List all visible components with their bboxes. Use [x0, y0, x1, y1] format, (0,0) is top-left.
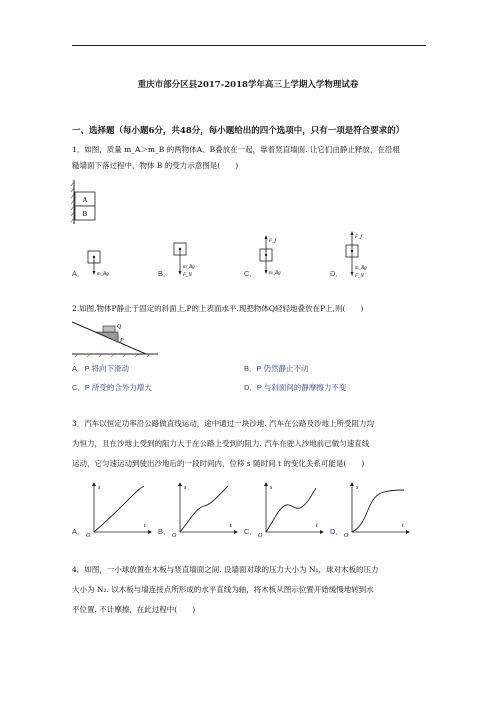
fn-label: F_N [355, 274, 364, 279]
q2-option-c: C．P 所受的合外力增大 [72, 383, 152, 392]
section-heading: 一、选择题（每小题6分，共48分，每小题给出的四个选项中，只有一项是符合要求的） [72, 126, 405, 136]
axis-s-label: s [270, 485, 273, 491]
axis-t-label: t [230, 523, 232, 529]
mbg-label: m_Bg [97, 272, 109, 277]
q3-option-a-label: A． [72, 527, 85, 536]
block-b-label: B [82, 210, 88, 218]
ff-label: F_f [355, 235, 362, 240]
q3-option-c-label: C． [244, 527, 257, 536]
q1-option-b-label: B． [158, 269, 171, 278]
q4-stem-line3: 平位置. 不计摩擦，在此过程中( ) [72, 605, 196, 614]
q4-stem-line1: 4．如图，一小球放置在木板与竖直墙面之间. 设墙面对球的压力大小为 N₁，球对木板的压力 [72, 565, 379, 574]
q1-option-b-diagram [170, 240, 210, 282]
q2-option-a: A．P 将向下滑动 [72, 364, 129, 373]
mbg-label: m_Bg [183, 265, 195, 270]
ff-label: F_f [269, 239, 276, 244]
q3-graph-a [84, 480, 154, 538]
p-label: P [120, 338, 124, 344]
origin-label: O [86, 533, 91, 538]
q1-option-c-diagram [256, 232, 296, 280]
q2-stem: 2.如图,物体P静止于固定的斜面上,P的上表面水平.现把物体Q轻轻地叠放在P上,则( ) [72, 304, 364, 313]
q1-option-d-label: D． [330, 269, 343, 278]
origin-label: O [344, 533, 349, 538]
q1-option-d-diagram [342, 228, 382, 282]
q3-graph-d [342, 480, 412, 538]
q3-stem-line1: 3．汽车以恒定功率沿公路做直线运动，途中通过一块沙地. 汽车在公路及沙地上所受阻力均 [72, 419, 375, 428]
page-title: 重庆市部分区县2017-2018学年高三上学期入学物理试卷 [137, 80, 359, 90]
q1-option-a-label: A． [72, 269, 85, 278]
q2-incline-figure [70, 318, 162, 358]
q-label: Q [117, 324, 122, 330]
axis-s-label: s [98, 485, 101, 491]
fn-label: F_N [183, 273, 192, 278]
axis-t-label: t [316, 523, 318, 529]
origin-label: O [172, 533, 177, 538]
block-a-label: A [82, 196, 88, 204]
mbg-label: m_Bg [355, 266, 367, 271]
q2-option-d: D．P 与斜面间的静摩擦力不变 [244, 383, 347, 392]
q4-stem-line2: 大小为 N₂. 以木板与墙连接点所形成的水平直线为轴，将木板从图示位置开始缓慢地转到水 [72, 585, 374, 594]
q3-graph-c [256, 480, 326, 538]
header-rule [72, 45, 426, 46]
q1-wall-figure [70, 178, 102, 226]
q1-option-c-label: C． [244, 269, 257, 278]
q1-option-a-diagram [84, 248, 124, 280]
q1-stem-line2: 糙墙面下落过程中，物体 B 的受力示意图是( ) [72, 161, 239, 170]
axis-s-label: s [184, 485, 187, 491]
axis-s-label: s [356, 485, 359, 491]
q1-stem-line1: 1．如图，质量 m_A＞m_B 的两物体A、B叠放在一起，靠着竖直墙面. 让它们由静止释放，在沿粗 [72, 145, 400, 154]
q3-graph-b [170, 480, 240, 538]
q3-stem-line2: 为恒力，且在沙地上受到的阻力大于在公路上受到的阻力. 汽车在驶入沙地前已做匀速直线 [72, 439, 370, 448]
q3-option-d-label: D． [330, 527, 343, 536]
origin-label: O [258, 533, 263, 538]
axis-t-label: t [402, 523, 404, 529]
q2-option-b: B．P 仍然静止不动 [244, 364, 309, 373]
axis-t-label: t [144, 523, 146, 529]
q3-option-b-label: B． [158, 527, 171, 536]
q3-stem-line3: 运动，它匀速运动到驶出沙地后的一段时间内，位移 s 随时间 t 的变化关系可能是( ) [72, 459, 365, 468]
mbg-label: m_Bg [269, 271, 281, 276]
